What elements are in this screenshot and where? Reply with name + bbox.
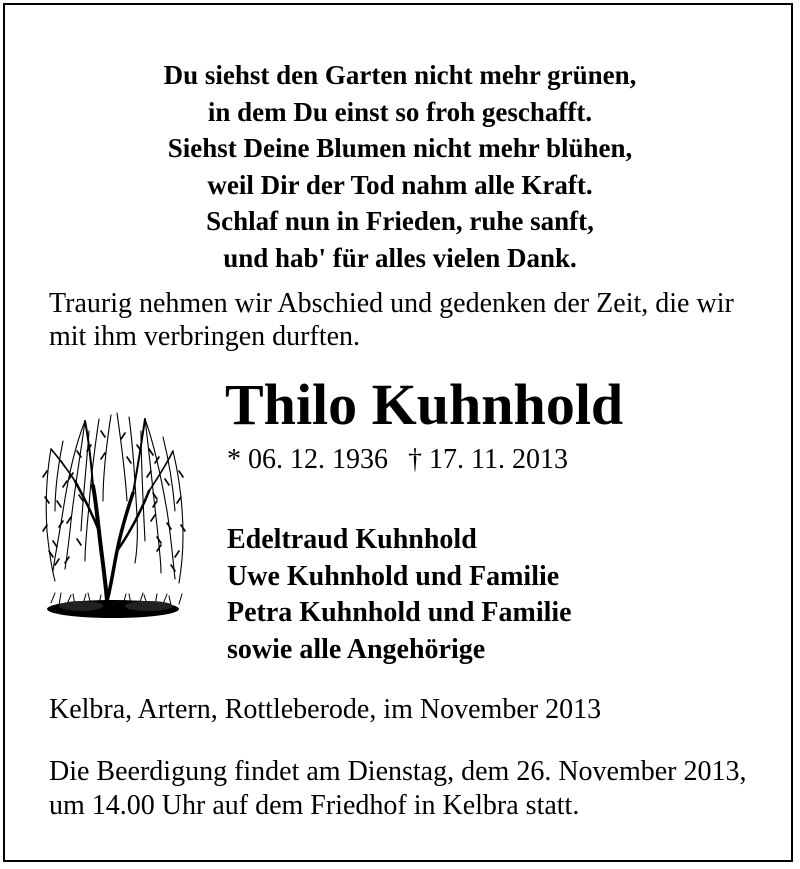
life-dates	[227, 443, 568, 477]
mourner: sowie alle Angehörige	[227, 634, 486, 666]
mourner: Petra Kuhnhold und Familie	[227, 597, 572, 629]
mourners-list	[227, 522, 572, 669]
memorial-poem	[5, 57, 795, 276]
poem-line: Schlaf nun in Frieden, ruhe sanft,	[206, 206, 594, 236]
weeping-willow-tree-icon	[41, 401, 191, 627]
intro-text: Traurig nehmen wir Abschied und gedenken der Zeit, die wir mit ihm verbringen durften.	[49, 288, 734, 352]
poem-line: Du siehst den Garten nicht mehr grünen,	[163, 60, 637, 90]
death-date: † 17. 11. 2013	[408, 444, 568, 475]
poem-line: weil Dir der Tod nahm alle Kraft.	[207, 169, 593, 200]
poem-line: und hab' für alles vielen Dank.	[223, 242, 577, 273]
obituary-notice	[3, 3, 793, 862]
funeral-info: Die Beerdigung findet am Dienstag, dem 26. November 2013, um 14.00 Uhr auf dem Friedhof in Kelbra statt.	[49, 756, 747, 821]
birth-date: * 06. 12. 1936	[227, 444, 388, 475]
mourner: Uwe Kuhnhold und Familie	[227, 560, 560, 592]
deceased-name: Thilo Kuhnhold	[225, 372, 624, 437]
poem-line: Siehst Deine Blumen nicht mehr blühen,	[167, 133, 633, 163]
mourner: Edeltraud Kuhnhold	[227, 524, 477, 555]
place-and-date: Kelbra, Artern, Rottleberode, im November 2013	[49, 694, 602, 725]
poem-line: in dem Du einst so froh geschafft.	[207, 96, 593, 127]
